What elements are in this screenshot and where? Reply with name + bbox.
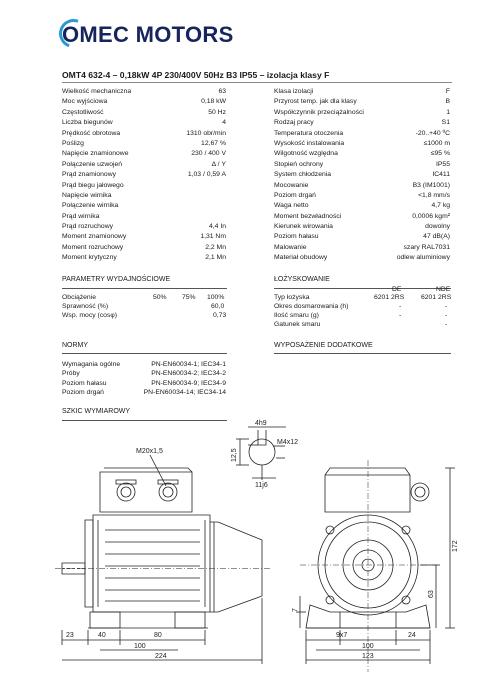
- spec-label: Połączenie uzwojeń: [62, 160, 123, 168]
- spec-value: 1,31 Nm: [200, 233, 226, 241]
- dim-80: 80: [154, 632, 162, 639]
- spec-value: 12,67 %: [201, 139, 226, 147]
- efficiency-row-label: Wsp. mocy (cosφ): [62, 312, 118, 319]
- dim-gland: M20x1,5: [136, 448, 163, 455]
- spec-value: B3 (IM1001): [412, 181, 450, 189]
- bearings-row-de: 6201 2RS: [374, 294, 405, 301]
- spec-label: Moment krytyczny: [62, 254, 117, 262]
- norm-label: Poziom hałasu: [62, 379, 107, 387]
- dim-40: 40: [98, 632, 106, 639]
- spec-label: Stopień ochrony: [274, 160, 324, 168]
- spec-label: Malowanie: [274, 243, 307, 251]
- spec-value: 50 Hz: [208, 108, 226, 116]
- product-title: OMT4 632-4 – 0,18kW 4P 230/400V 50Hz B3 IP55 – izolacja klasy F: [62, 70, 330, 80]
- spec-value: 2,1 Mn: [205, 254, 226, 262]
- dim-63: 63: [428, 590, 435, 598]
- efficiency-col-50: 50%: [153, 294, 167, 301]
- spec-label: Częstotliwość: [62, 108, 104, 116]
- dim-100-side: 100: [134, 643, 146, 650]
- norm-value: PN-EN60034-14; IEC34-14: [143, 389, 226, 397]
- spec-value: 47 dB(A): [423, 233, 450, 241]
- spec-value: 230 / 400 V: [191, 150, 226, 158]
- spec-label: Moc wyjściowa: [62, 98, 108, 106]
- bearings-col-nde: NDE: [436, 286, 451, 293]
- spec-value: ≤95 %: [430, 150, 450, 158]
- dim-key: 4h9: [255, 420, 267, 427]
- spec-value: F: [445, 88, 450, 95]
- dim-23: 23: [66, 632, 74, 639]
- spec-label: Przyrost temp. jak dla klasy: [274, 98, 357, 106]
- bearings-col-de: DE: [392, 286, 402, 293]
- norms-heading: NORMY: [62, 342, 89, 349]
- bearings-row-label: Gatunek smaru: [274, 321, 321, 328]
- logo-text: MEC MOTORS: [79, 22, 234, 47]
- spec-label: Prąd biegu jałowego: [62, 181, 124, 189]
- spec-label: Prędkość obrotowa: [62, 129, 121, 137]
- efficiency-heading: PARAMETRY WYDAJNOŚCIOWE: [62, 276, 171, 283]
- spec-label: Wielkość mechaniczna: [62, 88, 132, 95]
- spec-label: System chłodzenia: [274, 171, 332, 179]
- dim-9x7: 9x7: [336, 632, 348, 639]
- spec-label: Liczba biegunów: [62, 119, 113, 127]
- dim-172: 172: [452, 540, 459, 552]
- bearings-row-de: -: [399, 303, 402, 310]
- efficiency-label-load: Obciążenie: [62, 294, 97, 301]
- bearings-row-nde: -: [445, 312, 448, 319]
- bearings-row-nde: 6201 2RS: [421, 294, 452, 301]
- spec-label: Prąd rozruchowy: [62, 223, 113, 231]
- extras-heading: WYPOSAŻENIE DODATKOWE: [274, 342, 373, 349]
- spec-label: Połączenie wirnika: [62, 202, 119, 210]
- spec-label: Moment rozruchowy: [62, 243, 124, 251]
- spec-label: Poziom hałasu: [274, 233, 319, 241]
- spec-label: Wysokość instalowania: [274, 139, 345, 147]
- dim-100-front: 100: [362, 643, 374, 650]
- spec-value: S1: [441, 119, 450, 127]
- spec-value: 0,18 kW: [201, 98, 226, 106]
- norm-value: PN-EN60034-9; IEC34-9: [151, 379, 226, 387]
- spec-value: odlew aluminiowy: [396, 254, 450, 262]
- efficiency-row-label: Sprawność (%): [62, 303, 109, 310]
- bearings-row-de: -: [399, 312, 402, 319]
- spec-label: Wilgotność względna: [274, 150, 338, 158]
- dim-24: 24: [408, 632, 416, 639]
- spec-label: Mocowanie: [274, 181, 309, 189]
- bearings-row-nde: -: [445, 321, 448, 328]
- spec-value: B: [445, 98, 450, 106]
- dim-123: 123: [362, 653, 374, 660]
- spec-value: 63: [218, 88, 226, 95]
- spec-label: Kierunek wirowania: [274, 223, 333, 231]
- spec-label: Poziom drgań: [274, 191, 316, 199]
- spec-label: Rodzaj pracy: [274, 119, 314, 127]
- spec-value: -20..+40 ºC: [415, 129, 450, 137]
- spec-label: Napięcie znamionowe: [62, 150, 129, 158]
- spec-value: 4: [222, 119, 226, 127]
- bearings-row-label: Ilość smaru (g): [274, 312, 319, 319]
- spec-label: Współczynnik przeciążalności: [274, 108, 364, 116]
- spec-value: 0,0006 kgm²: [412, 212, 450, 220]
- bearings-row-nde: -: [445, 303, 448, 310]
- spec-label: Prąd znamionowy: [62, 171, 117, 179]
- spec-label: Napięcie wirnika: [62, 191, 112, 199]
- spec-value: 1: [446, 108, 450, 116]
- efficiency-row-value: 0,73: [213, 312, 227, 319]
- spec-label: Waga netto: [274, 202, 309, 210]
- drawing-heading: SZKIC WYMIAROWY: [62, 408, 131, 415]
- dim-11j6: 11j6: [255, 482, 268, 489]
- spec-value: 4,4 In: [208, 223, 226, 231]
- efficiency-row-value: 60,0: [211, 303, 225, 310]
- norm-label: Poziom drgań: [62, 389, 104, 397]
- dim-12-5: 12,5: [231, 448, 238, 462]
- spec-value: 2,2 Mn: [205, 243, 226, 251]
- efficiency-col-100: 100%: [207, 294, 225, 301]
- bearings-row-label: Okres dosmarowania (h): [274, 303, 349, 310]
- dim-7: 7: [292, 608, 299, 612]
- spec-value: <1,8 mm/s: [418, 191, 450, 199]
- norm-label: Próby: [62, 370, 80, 378]
- dim-224: 224: [155, 653, 167, 660]
- efficiency-col-75: 75%: [182, 294, 196, 301]
- spec-value: 1,03 / 0,59 A: [187, 171, 226, 179]
- spec-label: Moment bezwładności: [274, 212, 342, 220]
- spec-label: Prąd wirnika: [62, 212, 100, 220]
- spec-value: dowolny: [425, 223, 450, 231]
- spec-label: Klasa izolacji: [274, 88, 314, 95]
- bearings-heading: ŁOŻYSKOWANIE: [274, 276, 330, 283]
- spec-value: Δ / Y: [211, 160, 226, 168]
- spec-label: Temperatura otoczenia: [274, 129, 344, 137]
- spec-label: Materiał obudowy: [274, 254, 328, 262]
- norm-label: Wymagania ogólne: [62, 361, 121, 368]
- spec-value: 1310 obr/min: [186, 129, 226, 137]
- logo-mark-icon: O: [62, 22, 79, 48]
- spec-value: IP55: [436, 160, 450, 168]
- dim-thread: M4x12: [277, 439, 299, 446]
- spec-value: 4,7 kg: [431, 202, 450, 210]
- spec-label: Moment znamionowy: [62, 233, 127, 241]
- spec-value: IC411: [432, 171, 450, 179]
- spec-value: szary RAL7031: [403, 243, 450, 251]
- norm-value: PN-EN60034-2; IEC34-2: [151, 370, 226, 378]
- spec-value: ≤1000 m: [423, 139, 450, 147]
- spec-label: Poślizg: [62, 139, 84, 147]
- bearings-row-label: Typ łożyska: [274, 294, 310, 301]
- norm-value: PN-EN60034-1; IEC34-1: [151, 361, 226, 368]
